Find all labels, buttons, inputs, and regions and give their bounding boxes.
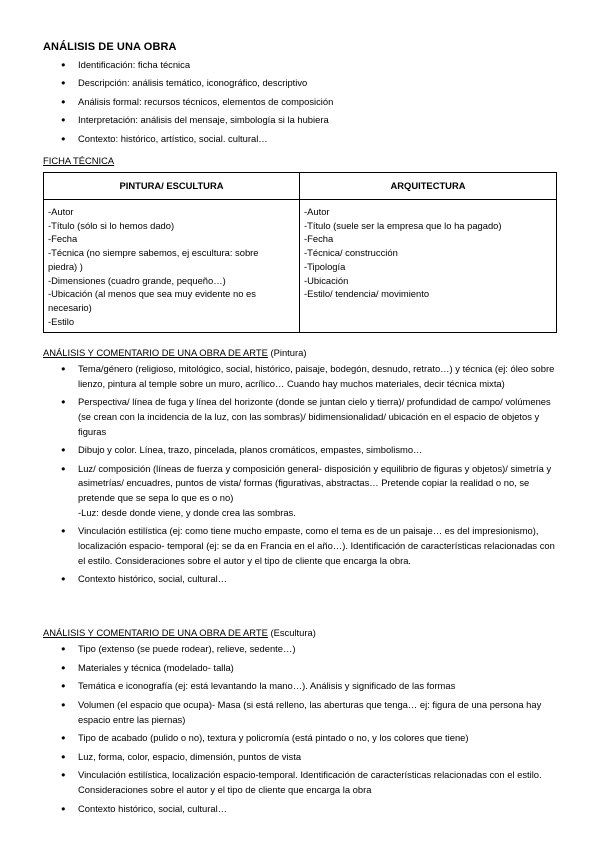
ficha-line: -Ubicación [304, 274, 349, 286]
list-item: ● Materiales y técnica (modelado- talla) [60, 661, 560, 676]
list-item: ● Tipo de acabado (pulido o no), textura y policromía (está pintado o no, y los colores que tiene) [60, 731, 560, 746]
list-item: ● Dibujo y color. Línea, trazo, pincelada, planos cromáticos, empastes, simbolismo… [60, 443, 560, 458]
ficha-heading: FICHA TÉCNICA [43, 155, 115, 166]
ficha-line: -Ubicación (al menos que sea muy evidente no es [48, 288, 256, 300]
arquitectura-cell [300, 200, 557, 333]
ficha-line: -Título (suele ser la empresa que lo ha pagado) [304, 219, 502, 231]
pintura-heading-suffix: (Pintura) [267, 347, 307, 358]
list-item: ● Análisis formal: recursos técnicos, elementos de composición [60, 95, 570, 110]
list-item: ● Vinculación estilística (ej: como tiene mucho empaste, como el tema es de un paisaje… es del impresionismo), localización espacio- temporal (ej: se da en Francia en el año…). Identificación de características relacionadas con el estilo. Consideraciones sobre el autor y el tipo de cliente que encarga la obra. [60, 524, 560, 568]
ficha-table [43, 172, 557, 333]
list-item: ● Vinculación estilística, localización espacio-temporal. Identificación de características relacionadas con el estilo. Consideraciones sobre el autor y el tipo de cliente que encarga la obra [60, 768, 560, 798]
list-item: ● Perspectiva/ línea de fuga y línea del horizonte (donde se juntan cielo y tierra)/ profundidad de campo/ volúmenes (se crean con la incidencia de la luz, con las sombras)/ bidimensionalidad/ ubicación en el espacio de objetos y figuras [60, 395, 560, 439]
pintura-heading-text: ANÁLISIS Y COMENTARIO DE UNA OBRA DE ARTE [43, 347, 268, 358]
list-item [60, 462, 560, 521]
list-item: ● Luz, forma, color, espacio, dimensión, puntos de vista [60, 750, 560, 765]
col-header-pintura: PINTURA/ ESCULTURA [44, 173, 300, 200]
escultura-heading-text: ANÁLISIS Y COMENTARIO DE UNA OBRA DE ARTE [43, 627, 268, 638]
escultura-list [60, 642, 560, 820]
list-item: ● Contexto histórico, social, cultural… [60, 572, 560, 587]
ficha-line: -Autor [48, 206, 74, 217]
list-item: ● Tipo (extenso (se puede rodear), relieve, sedente…) [60, 642, 560, 657]
list-item: ● Descripción: análisis temático, iconográfico, descriptivo [60, 76, 570, 91]
ficha-line: -Fecha [48, 233, 78, 245]
ficha-line: necesario) [48, 301, 92, 313]
list-item: ● Contexto histórico, social, cultural… [60, 802, 560, 817]
list-item: ● Interpretación: análisis del mensaje, simbología si la hubiera [60, 113, 570, 128]
ficha-line: -Título (sólo si lo hemos dado) [48, 219, 175, 231]
pintura-cell [44, 200, 300, 333]
ficha-line: -Estilo/ tendencia/ movimiento [304, 288, 430, 300]
pintura-list [60, 362, 560, 591]
luz-note: -Luz: desde donde viene, y donde crea las sombras. [78, 506, 296, 518]
ficha-line: -Dimensiones (cuadro grande, pequeño…) [48, 274, 226, 286]
escultura-heading [43, 626, 316, 641]
page-title: ANÁLISIS DE UNA OBRA [43, 41, 177, 53]
list-item: ● Temática e iconografía (ej: está levantando la mano…). Análisis y significado de las formas [60, 679, 560, 694]
escultura-heading-suffix: (Escultura) [267, 627, 316, 638]
list-item-text: Luz/ composición (líneas de fuerza y composición general- disposición y equilibrio de figuras y objetos)/ simetría y asimetrías/ encuadres, puntos de vista/ formas (figurativas, abstractas… Pretende copiar la realidad o no, se pretende que se sepa lo que es o no) [78, 462, 552, 504]
ficha-line: -Fecha [304, 233, 334, 245]
ficha-line: -Estilo [48, 315, 75, 327]
ficha-line: -Autor [304, 206, 330, 217]
list-item: ● Volumen (el espacio que ocupa)- Masa (si está relleno, las aberturas que tenga… ej: figura de una persona hay espacio entre las piernas) [60, 698, 560, 728]
ficha-line: -Técnica/ construcción [304, 247, 398, 259]
ficha-line: -Tipología [304, 260, 346, 272]
pintura-heading [43, 346, 306, 361]
col-header-arquitectura: ARQUITECTURA [300, 173, 557, 200]
intro-list [60, 58, 570, 150]
ficha-line: -Técnica (no siempre sabemos, ej escultura: sobre [48, 247, 259, 259]
ficha-line: piedra) ) [48, 260, 83, 272]
list-item: ● Identificación: ficha técnica [60, 58, 570, 73]
list-item: ● Contexto: histórico, artístico, social. cultural… [60, 132, 570, 147]
list-item: ● Tema/género (religioso, mitológico, social, histórico, paisaje, bodegón, desnudo, retrato…) y técnica (ej: óleo sobre lienzo, pintura al temple sobre un muro, acrílico… Cuando hay muchos materiales, decir técnica mixta) [60, 362, 560, 392]
